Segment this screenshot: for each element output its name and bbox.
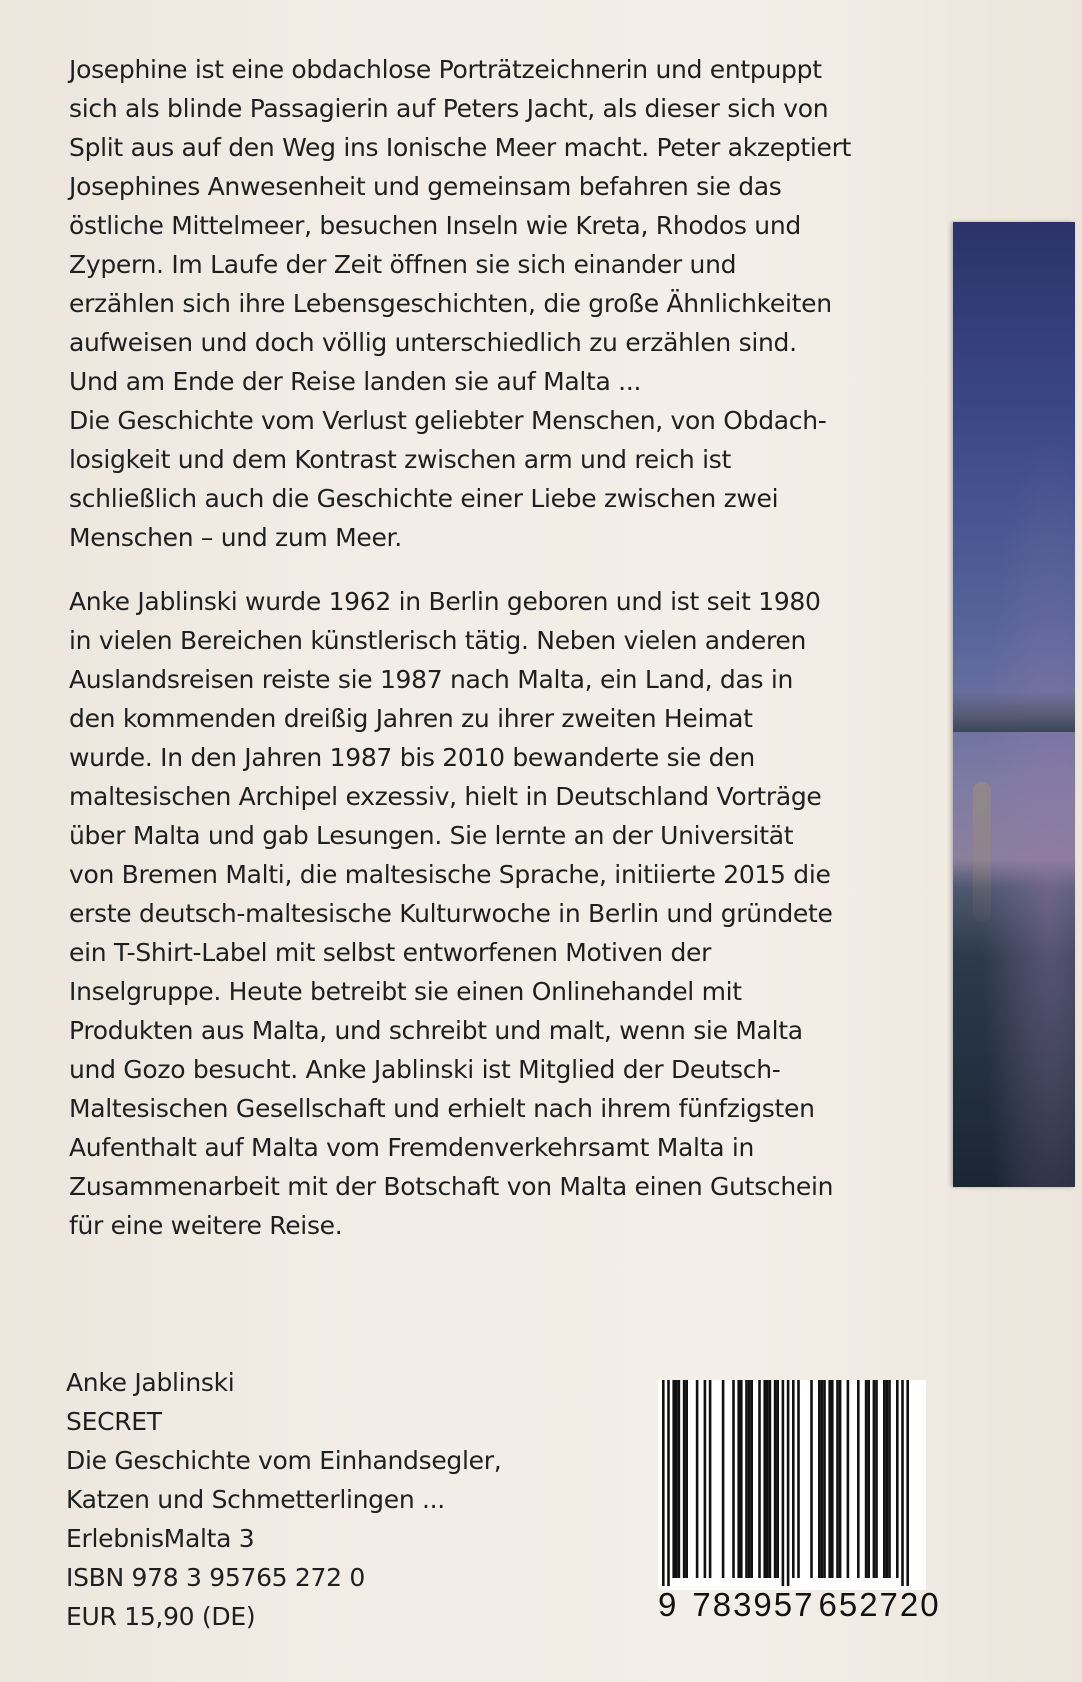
barcode-bar: [865, 1380, 868, 1578]
imprint-isbn: ISBN 978 3 95765 272 0: [66, 1563, 366, 1592]
bio-line: über Malta und gab Lesungen. Sie lernte an der Universität: [69, 821, 794, 850]
barcode-bar: [787, 1380, 790, 1586]
barcode-bar: [847, 1380, 850, 1578]
barcode-bar: [675, 1380, 678, 1578]
bio-line: Aufenthalt auf Malta vom Fremdenverkehrsamt Malta in: [69, 1133, 755, 1162]
photo-mountain-silhouette: [953, 692, 1075, 732]
bio-line: Anke Jablinski wurde 1962 in Berlin geboren und ist seit 1980: [69, 587, 821, 616]
barcode-bar: [763, 1380, 766, 1578]
blurb-paragraph: [69, 50, 851, 557]
photo-light-reflection: [973, 782, 991, 922]
barcode-bar: [745, 1380, 748, 1578]
barcode-bar: [672, 1380, 675, 1578]
barcode-bar: [828, 1380, 831, 1578]
barcode-bar: [867, 1380, 870, 1578]
barcode-bar: [750, 1380, 753, 1578]
barcode-bar: [722, 1380, 725, 1578]
barcode-bar: [758, 1380, 761, 1578]
blurb-line: aufweisen und doch völlig unterschiedlich zu erzählen sind.: [69, 328, 797, 357]
imprint-price: EUR 15,90 (DE): [66, 1602, 256, 1631]
blurb-line: sich als blinde Passagierin auf Peters Jacht, als dieser sich von: [69, 94, 829, 123]
imprint-title: SECRET: [66, 1407, 162, 1436]
barcode-bar: [766, 1380, 769, 1578]
barcode-bar: [886, 1380, 889, 1578]
bio-line: Maltesischen Gesellschaft und erhielt nach ihrem fünfzigsten: [69, 1094, 815, 1123]
barcode-left-group: 783957: [692, 1586, 815, 1623]
bio-line: den kommenden dreißig Jahren zu ihrer zweiten Heimat: [69, 704, 753, 733]
bio-line: ein T-Shirt-Label mit selbst entworfenen Motiven der: [69, 938, 712, 967]
blurb-line: Und am Ende der Reise landen sie auf Malta ...: [69, 367, 642, 396]
barcode-bar: [696, 1380, 699, 1578]
bio-line: Produkten aus Malta, und schreibt und malt, wenn sie Malta: [69, 1016, 803, 1045]
author-bio-paragraph: [69, 582, 833, 1245]
bio-line: und Gozo besucht. Anke Jablinski ist Mitglied der Deutsch-: [69, 1055, 781, 1084]
blurb-line: östliche Mittelmeer, besuchen Inseln wie Kreta, Rhodos und: [69, 211, 801, 240]
barcode-bar: [683, 1380, 686, 1578]
barcode-bar: [810, 1380, 813, 1578]
imprint-subtitle: Die Geschichte vom Einhandsegler,: [66, 1446, 502, 1475]
bio-line: wurde. In den Jahren 1987 bis 2010 bewanderte sie den: [69, 743, 755, 772]
barcode-bar: [662, 1380, 665, 1586]
blurb-line: Menschen – und zum Meer.: [69, 523, 402, 552]
barcode-bar: [821, 1380, 824, 1578]
barcode-bar: [685, 1380, 688, 1578]
barcode-bar: [857, 1380, 860, 1578]
blurb-line: schließlich auch die Geschichte einer Liebe zwischen zwei: [69, 484, 779, 513]
barcode-right-group: 652720: [818, 1586, 941, 1623]
barcode-bar: [823, 1380, 826, 1578]
barcode-bar: [797, 1380, 800, 1578]
barcode-bar: [769, 1380, 772, 1578]
barcode-bar: [888, 1380, 891, 1578]
imprint-subtitle: Katzen und Schmetterlingen ...: [66, 1485, 445, 1514]
bio-line: von Bremen Malti, die maltesische Sprache, initiierte 2015 die: [69, 860, 831, 889]
barcode-bar: [883, 1380, 886, 1578]
barcode-bar: [782, 1380, 785, 1586]
bio-line: in vielen Bereichen künstlerisch tätig. Neben vielen anderen: [69, 626, 807, 655]
barcode-bar: [678, 1380, 681, 1578]
barcode-lead-digit: 9: [658, 1586, 679, 1623]
barcode-bar: [732, 1380, 735, 1578]
blurb-line: Zypern. Im Laufe der Zeit öffnen sie sich einander und: [69, 250, 737, 279]
blurb-line: Split aus auf den Weg ins Ionische Meer macht. Peter akzeptiert: [69, 133, 852, 162]
blurb-line: Die Geschichte vom Verlust geliebter Menschen, von Obdach-: [69, 406, 827, 435]
barcode-bar: [901, 1380, 904, 1586]
bio-line: erste deutsch-maltesische Kulturwoche in Berlin und gründete: [69, 899, 833, 928]
barcode-bar: [818, 1380, 821, 1578]
barcode-bar: [740, 1380, 743, 1578]
barcode-bar: [667, 1380, 670, 1586]
barcode-bar: [875, 1380, 878, 1578]
imprint-series: ErlebnisMalta 3: [66, 1524, 255, 1553]
bio-line: Auslandsreisen reiste sie 1987 nach Malta, ein Land, das in: [69, 665, 794, 694]
barcode-bar: [774, 1380, 777, 1578]
barcode-bar: [896, 1380, 899, 1578]
barcode-bar: [748, 1380, 751, 1578]
barcode-bar: [873, 1380, 876, 1578]
blurb-line: erzählen sich ihre Lebensgeschichten, die große Ähnlichkeiten: [69, 289, 832, 318]
blurb-line: Josephines Anwesenheit und gemeinsam befahren sie das: [69, 172, 782, 201]
blurb-line: losigkeit und dem Kontrast zwischen arm und reich ist: [69, 445, 731, 474]
barcode-bar: [831, 1380, 834, 1578]
imprint-author: Anke Jablinski: [66, 1368, 235, 1397]
bio-line: für eine weitere Reise.: [69, 1211, 343, 1240]
bio-line: Inselgruppe. Heute betreibt sie einen Onlinehandel mit: [69, 977, 742, 1006]
bio-line: maltesischen Archipel exzessiv, hielt in Deutschland Vorträge: [69, 782, 822, 811]
bio-line: Zusammenarbeit mit der Botschaft von Malta einen Gutschein: [69, 1172, 834, 1201]
barcode-bar: [839, 1380, 842, 1578]
barcode-bar: [906, 1380, 909, 1586]
barcode-bars: [658, 1380, 926, 1586]
barcode-bar: [836, 1380, 839, 1578]
book-imprint: [66, 1363, 501, 1636]
barcode-bar: [737, 1380, 740, 1578]
barcode-bar: [792, 1380, 795, 1578]
barcode-bar: [709, 1380, 712, 1578]
barcode-bar: [776, 1380, 779, 1578]
isbn-barcode: [658, 1380, 941, 1623]
barcode-bar: [704, 1380, 707, 1578]
cover-photo-strip: [953, 222, 1075, 1187]
barcode-digits: [658, 1586, 941, 1624]
blurb-line: Josephine ist eine obdachlose Porträtzeichnerin und entpuppt: [69, 55, 822, 84]
